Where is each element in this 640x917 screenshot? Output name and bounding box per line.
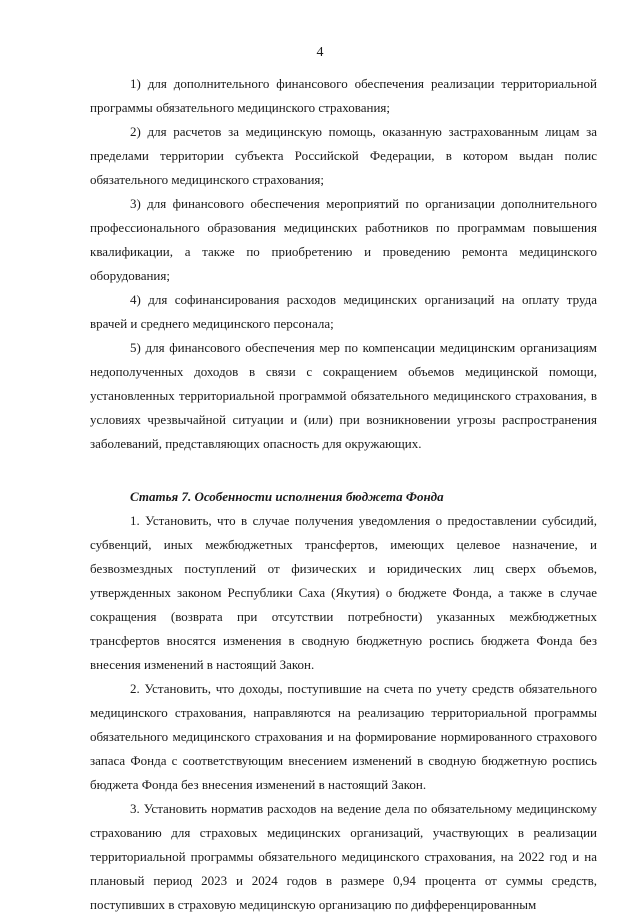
page-number: 4 (316, 45, 324, 60)
list-item-4: 4) для софинансирования расходов медицинских организаций на оплату труда врачей и среднего медицинского персонала; (90, 292, 597, 331)
article-title: Статья 7. Особенности исполнения бюджета Фонда (130, 489, 444, 504)
list-item-2: 2) для расчетов за медицинскую помощь, оказанную застрахованным лицам за пределами территории субъекта Российской Федерации, в котором выдан полис обязательного медицинского страхования; (90, 124, 597, 187)
article-paragraph-2: 2. Установить, что доходы, поступившие на счета по учету средств обязательного медицинского страхования, направляются на реализацию территориальной программы обязательного медицинского страхования и на формирование нормированного страхового запаса Фонда с соответствующим внесением изменений в сводную бюджетную роспись бюджета Фонда без внесения изменений в настоящий Закон. (90, 681, 597, 792)
document-body (90, 72, 597, 917)
list-item-1: 1) для дополнительного финансового обеспечения реализации территориальной программы обязательного медицинского страхования; (90, 76, 597, 115)
article-paragraph-3: 3. Установить норматив расходов на ведение дела по обязательному медицинскому страхованию для страховых медицинских организаций, участвующих в реализации территориальной программы обязательного медицинского страхования, на 2022 год и на плановый период 2023 и 2024 годов в размере 0,94 процента от суммы средств, поступивших в страховую медицинскую организацию по дифференцированным (90, 801, 597, 912)
list-item-5: 5) для финансового обеспечения мер по компенсации медицинским организациям недополученных доходов в связи с сокращением объемов медицинской помощи, установленных территориальной программой обязательного медицинского страхования, в условиях чрезвычайной ситуации и (или) при возникновении угрозы распространения заболеваний, представляющих опасность для окружающих. (90, 340, 597, 451)
article-paragraph-1: 1. Установить, что в случае получения уведомления о предоставлении субсидий, субвенций, иных межбюджетных трансфертов, имеющих целевое назначение, и безвозмездных поступлений от физических и юридических лиц сверх объемов, утвержденных законом Республики Саха (Якутия) о бюджете Фонда, а также в случае сокращения (возврата при отсутствии потребности) указанных межбюджетных трансфертов вносятся изменения в сводную бюджетную роспись бюджета Фонда без внесения изменений в настоящий Закон. (90, 513, 597, 672)
list-item-3: 3) для финансового обеспечения мероприятий по организации дополнительного профессионального образования медицинских работников по программам повышения квалификации, а также по приобретению и проведению ремонта медицинского оборудования; (90, 196, 597, 283)
